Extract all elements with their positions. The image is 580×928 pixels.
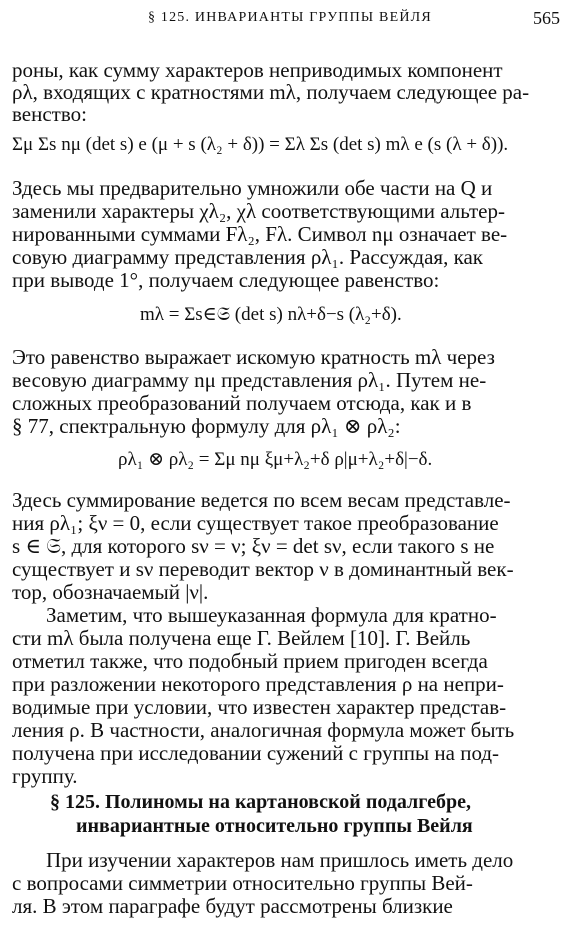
text-line: § 77, спектральную формулу для ρλ₁ ⊗ ρλ₂:: [12, 414, 401, 438]
text-line: сложных преобразований получаем отсюда, как и в: [12, 391, 472, 415]
text-line: При изучении характеров нам пришлось иметь дело: [46, 848, 514, 872]
text-line: тор, обозначаемый |ν|.: [12, 580, 209, 604]
equation-multiplicity: mλ = Σs∈𝔖 (det s) nλ+δ−s (λ₂+δ).: [140, 304, 402, 325]
text-line: Это равенство выражает искомую кратность mλ через: [12, 345, 495, 369]
text-line: s ∈ 𝔖, для которого sν = ν; ξν = det sν, если такого s не: [12, 534, 495, 558]
text-line: роны, как сумму характеров неприводимых компонент: [12, 58, 503, 82]
running-head: [0, 8, 570, 30]
running-title: § 125. ИНВАРИАНТЫ ГРУППЫ ВЕЙЛЯ: [148, 10, 432, 25]
text-line: ния ρλ₁; ξν = 0, если существует такое преобразование: [12, 511, 499, 535]
equation-character-sum: Σμ Σs nμ (det s) e (μ + s (λ₂ + δ)) = Σλ Σs (det s) mλ e (s (λ + δ)).: [12, 134, 509, 155]
section-heading: § 125. Полиномы на картановской подалгебре,: [50, 791, 471, 813]
text-line: венство:: [12, 102, 87, 126]
equation-spectral-formula: ρλ₁ ⊗ ρλ₂ = Σμ nμ ξμ+λ₂+δ ρ|μ+λ₂+δ|−δ.: [118, 449, 433, 470]
text-line: группу.: [12, 764, 78, 788]
text-line: при выводе 1°, получаем следующее равенство:: [12, 268, 440, 292]
text-line: нированными суммами Fλ₂, Fλ. Символ nμ означает ве-: [12, 222, 508, 246]
text-line: отметил также, что подобный прием пригоден всегда: [12, 649, 488, 673]
text-line: весовую диаграмму nμ представления ρλ₁. Путем не-: [12, 368, 487, 392]
text-line: с вопросами симметрии относительно группы Вей-: [12, 871, 473, 895]
text-line: Здесь суммирование ведется по всем весам представле-: [12, 488, 511, 512]
text-line: водимые при условии, что известен характер представ-: [12, 695, 507, 719]
text-line: Заметим, что вышеуказанная формула для кратно-: [46, 603, 497, 627]
text-line: ления ρ. В частности, аналогичная формула может быть: [12, 718, 515, 742]
text-line: сти mλ была получена еще Г. Вейлем [10]. Г. Вейль: [12, 626, 471, 650]
text-line: существует и sν переводит вектор ν в доминантный век-: [12, 557, 514, 581]
text-line: при разложении некоторого представления ρ на непри-: [12, 672, 504, 696]
text-line: ля. В этом параграфе будут рассмотрены близкие: [12, 894, 453, 918]
text-line: ρλ, входящих с кратностями mλ, получаем следующее ра-: [12, 80, 530, 104]
text-line: совую диаграмму представления ρλ₁. Рассуждая, как: [12, 245, 483, 269]
page-number: 565: [533, 8, 560, 28]
text-line: Здесь мы предварительно умножили обе части на Q и: [12, 176, 493, 200]
text-line: получена при исследовании сужений с группы на под-: [12, 741, 500, 765]
text-line: заменили характеры χλ₂, χλ соответствующими альтер-: [12, 199, 505, 223]
section-heading: инвариантные относительно группы Вейля: [76, 815, 473, 837]
